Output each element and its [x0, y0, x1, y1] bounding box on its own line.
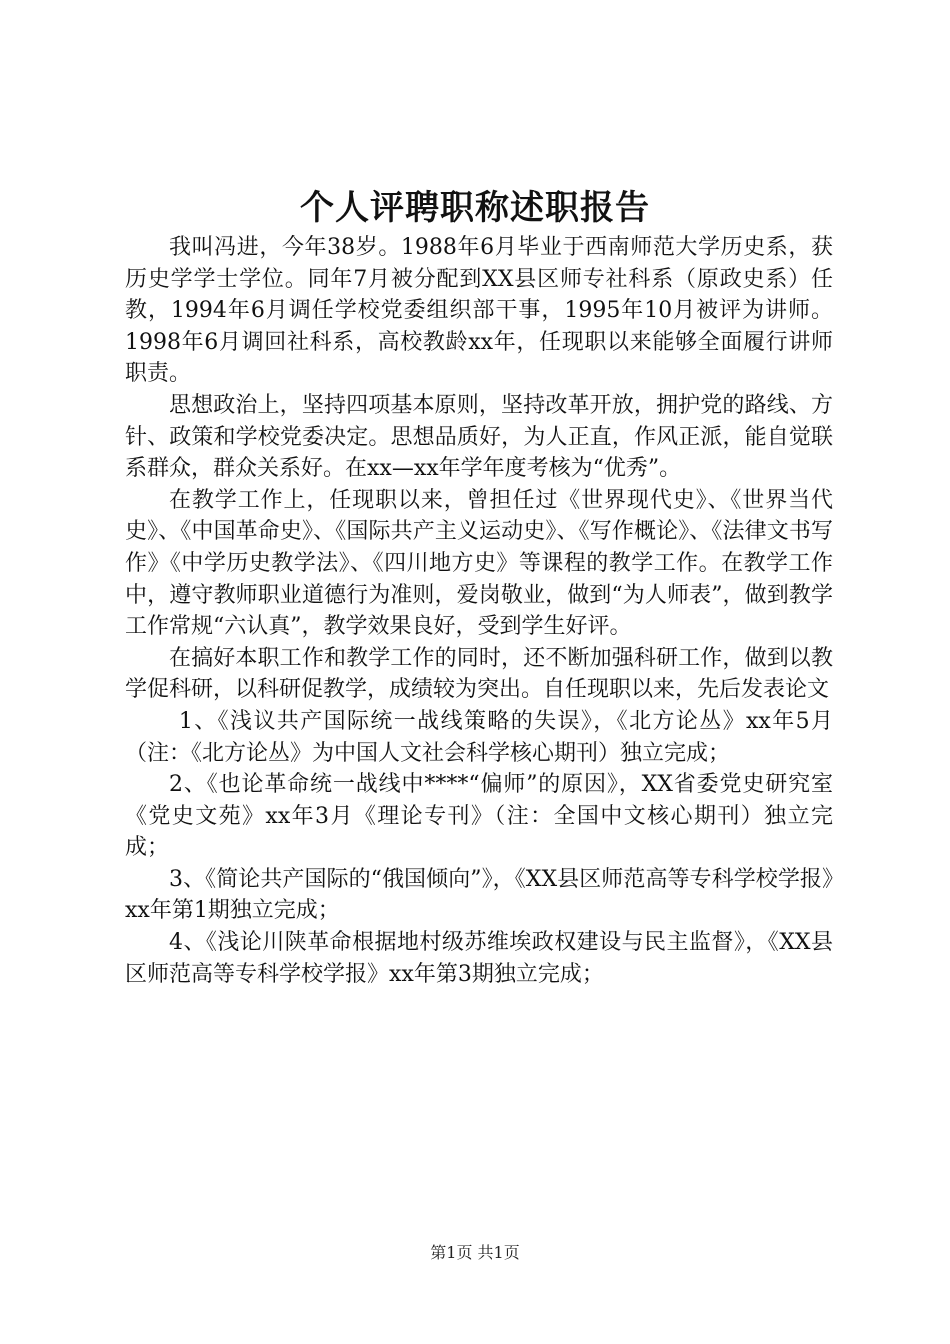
publication-item-1: 1、《浅议共产国际统一战线策略的失误》，《北方论丛》xx年5月（注：《北方论丛》为中国人文社会科学核心期刊）独立完成；	[125, 708, 833, 766]
document-body	[125, 232, 833, 990]
paragraph-political: 思想政治上，坚持四项基本原则，坚持改革开放，拥护党的路线、方针、政策和学校党委决定。思想品质好，为人正直，作风正派，能自觉联系群众，群众关系好。在xx—xx年学年度考核为“优秀”。	[125, 392, 833, 482]
paragraph-teaching: 在教学工作上，任现职以来，曾担任过《世界现代史》、《世界当代史》、《中国革命史》、《国际共产主义运动史》、《写作概论》、《法律文书写作》《中学历史教学法》、《四川地方史》等课程的教学工作。在教学工作中，遵守教师职业道德行为准则，爱岗敬业，做到“为人师表”，做到教学工作常规“六认真”，教学效果良好，受到学生好评。	[125, 487, 833, 640]
publication-item-2: 2、《也论革命统一战线中****“偏师”的原因》，XX省委党史研究室《党史文苑》xx年3月《理论专刊》（注：全国中文核心期刊）独立完成；	[125, 772, 833, 861]
page-footer: 第1页 共1页	[430, 1243, 520, 1262]
document-title: 个人评聘职称述职报告	[300, 188, 650, 228]
paragraph-intro: 我叫冯进，今年38岁。1988年6月毕业于西南师范大学历史系，获历史学学士学位。同年7月被分配到XX县区师专社科系（原政史系）任教，1994年6月调任学校党委组织部干事，1995年10月被评为讲师。1998年6月调回社科系，高校教龄xx年，任现职以来能够全面履行讲师职责。	[125, 235, 833, 387]
publication-item-3: 3、《简论共产国际的“俄国倾向”》，《XX县区师范高等专科学校学报》xx年第1期独立完成；	[125, 866, 833, 924]
publication-item-4: 4、《浅论川陕革命根据地村级苏维埃政权建设与民主监督》，《XX县区师范高等专科学校学报》xx年第3期独立完成；	[125, 930, 833, 987]
paragraph-research: 在搞好本职工作和教学工作的同时，还不断加强科研工作，做到以教学促科研，以科研促教学，成绩较为突出。自任现职以来，先后发表论文	[125, 645, 833, 703]
